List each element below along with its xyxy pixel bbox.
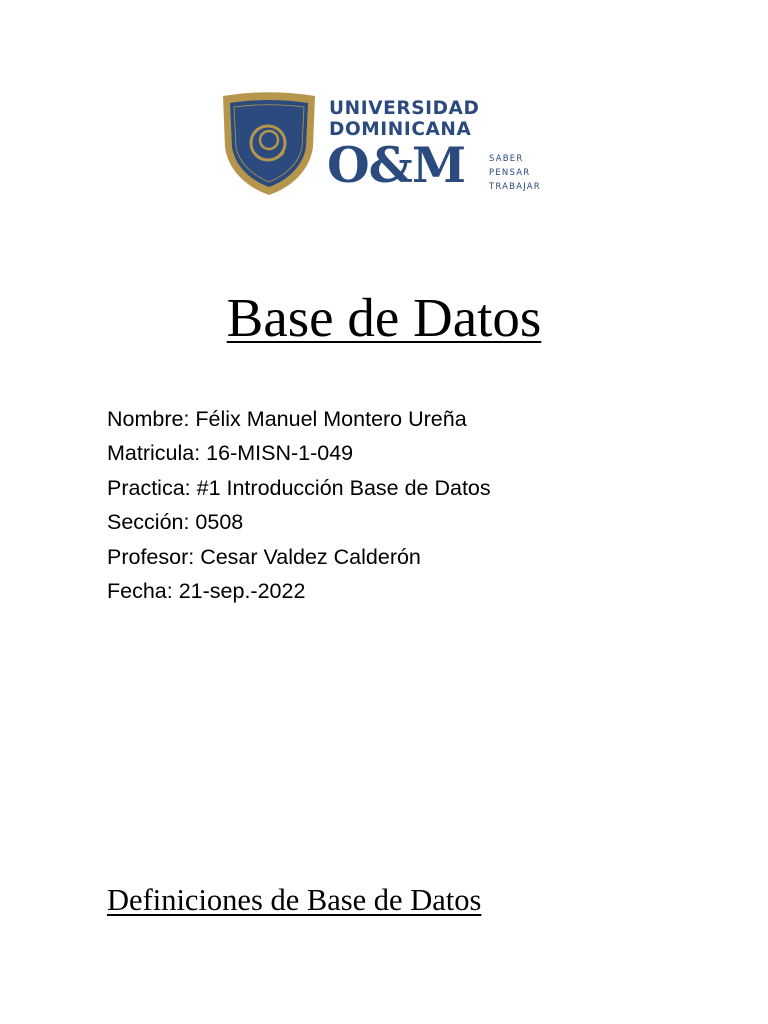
student-info xyxy=(107,402,491,608)
info-row-matricula: Matricula: 16-MISN-1-049 xyxy=(107,441,354,466)
university-wordmark xyxy=(329,98,555,198)
motto-line: SABER xyxy=(489,154,524,164)
university-motto xyxy=(489,152,541,194)
university-logo xyxy=(220,92,555,198)
document-title xyxy=(0,287,768,349)
university-seal-icon xyxy=(220,92,318,196)
motto-line: PENSAR xyxy=(489,168,531,178)
university-name-line2: DOMINICANA xyxy=(329,119,472,140)
university-name-line1: UNIVERSIDAD xyxy=(329,98,480,119)
motto-line: TRABAJAR xyxy=(489,182,541,192)
info-row-seccion: Sección: 0508 xyxy=(107,510,244,535)
info-row-fecha: Fecha: 21-sep.-2022 xyxy=(107,578,306,603)
section-heading xyxy=(107,880,481,920)
university-acronym: O&M xyxy=(327,136,466,194)
section-heading-text: Definiciones de Base de Datos xyxy=(107,883,482,917)
info-row-profesor: Profesor: Cesar Valdez Calderón xyxy=(107,544,421,569)
info-row-practica: Practica: #1 Introducción Base de Datos xyxy=(107,475,491,500)
info-row-name: Nombre: Félix Manuel Montero Ureña xyxy=(107,407,467,431)
document-title-text: Base de Datos xyxy=(226,287,542,348)
